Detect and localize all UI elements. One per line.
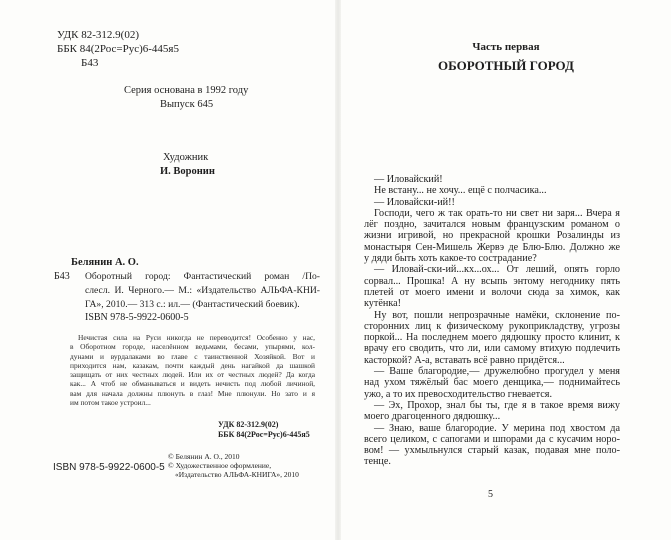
- issue-number: Выпуск 645: [160, 99, 214, 110]
- part-heading: Часть первая: [472, 41, 540, 53]
- text-line: плетей от моего имени и волочи сюда за химок, как: [364, 286, 620, 298]
- text-line: Нечистая сила на Руси никогда не переводится! Особенно у нас,: [78, 333, 315, 342]
- bbk-code: ББК 84(2Рос=Рус)6-445я5: [57, 43, 179, 55]
- copyright-author: © Белянин А. О., 2010: [168, 452, 240, 461]
- udk-code: УДК 82-312.9(02): [57, 29, 140, 41]
- text-line: монастыря Сен-Мишель Жервэ де Блю-Блю. Должно же: [364, 241, 620, 253]
- series-info: Серия основана в 1992 году: [124, 85, 249, 96]
- text-line: им потом такое устроил...: [70, 398, 151, 408]
- text-line: Ну вот, пошли непрозрачные намёки, склонение по-: [374, 309, 620, 321]
- chapter-title: ОБОРОТНЫЙ ГОРОД: [438, 58, 574, 73]
- text-line: как... А чтоб не обманываться и видеть нечисть под любой личиной,: [70, 379, 315, 389]
- text-line: ГА», 2010.— 313 с.: ил.— (Фантастический боевик).: [85, 299, 300, 310]
- text-line: — Эх, Прохор, знал бы ты, где я в такое время вижу: [374, 399, 620, 411]
- copyright-publisher: «Издательство АЛЬФА-КНИГА», 2010: [175, 470, 299, 479]
- text-line: приходится нам, казакам, почти каждый день нагайкой да шашкой: [70, 360, 315, 370]
- biblio-code: Б43: [54, 271, 70, 282]
- chapter-text: [364, 174, 620, 468]
- text-line: слесл. И. Черного.— М.: «Издательство АЛЬФА-КНИ-: [85, 285, 320, 296]
- text-line: сторонних лиц к физическому рукоприкладству, угрозы: [364, 320, 620, 332]
- book-gutter: [335, 0, 341, 540]
- text-line: Оборотный город: Фантастический роман /По-: [85, 271, 320, 282]
- bbk-code-bold: ББК 84(2Рос=Рус)6-445я5: [218, 430, 310, 439]
- text-line: моего драгоценного дядюшку...: [364, 411, 501, 423]
- text-line: лёг поздно, зачитался новым французским романом о: [364, 219, 620, 231]
- text-line: — Иловай-ски-ий...кх...ох... От леший, опять горло: [374, 264, 620, 276]
- text-line: — Ваше благородие,— дружелюбно прогудел у меня: [374, 366, 620, 378]
- text-line: сорвал... Прошка! А ну всыпь энтому негоднику пять: [364, 275, 620, 287]
- text-line: вам для начала должны плюнуть в глаз! Мне плюнули. Но зато и я: [70, 388, 315, 398]
- annotation: [70, 333, 315, 407]
- artist-name: И. Воронин: [160, 166, 215, 177]
- isbn-bottom: ISBN 978-5-9922-0600-5: [53, 462, 165, 473]
- artist-label: Художник: [163, 152, 209, 163]
- text-line: Господи, чего ж так орать-то ни свет ни заря... Вчера я: [374, 207, 620, 219]
- text-line: врачу его сводить, что ли, или самому втихую подлечить: [364, 343, 620, 355]
- text-line: защищать от них честных людей. Или их от честных людей? Да когда: [70, 370, 315, 380]
- udk-code-bold: УДК 82-312.9(02): [218, 420, 279, 429]
- text-line: вом! — ухмыльнулся старый казак, подавая мне поло-: [364, 445, 620, 457]
- author-mark: Б43: [81, 57, 99, 69]
- text-line: у дяди быть хоть какое-то сострадание?: [364, 253, 537, 265]
- bibliographic-record: [85, 270, 320, 312]
- text-line: поркой... На последнем моего дядюшку просто клинит, к: [364, 332, 620, 344]
- author-name: Белянин А. О.: [71, 257, 139, 268]
- text-line: — Иловайский!: [374, 174, 443, 185]
- text-line: тенце.: [364, 456, 391, 468]
- text-line: кутёнка!: [364, 298, 402, 310]
- text-line: жизни игривой, но прекрасной крошки Розалинды из: [364, 230, 620, 242]
- text-line: в Оборотном городе, населённом ведьмами, бесами, упырями, кол-: [70, 342, 315, 352]
- isbn: ISBN 978-5-9922-0600-5: [85, 312, 189, 323]
- text-line: дунами и вурдалаками во главе с таинственной Хозяйкой. Вот и: [70, 351, 315, 361]
- text-line: — Иловайски-ий!!: [374, 196, 455, 208]
- text-line: — Знаю, ваше благородие. У мерина под хвостом да: [374, 422, 620, 434]
- text-line: всего целиком, с сапогами и шпорами да с кусачим норо-: [364, 433, 620, 445]
- text-line: ужо, а то их превосходительство гневается.: [364, 388, 552, 400]
- text-line: Не встану... не хочу... ещё с полчасика...: [374, 185, 547, 197]
- text-line: над ухом тяжёлый бас моего денщика,— поднимайтесь: [364, 377, 620, 389]
- page-number: 5: [488, 489, 493, 500]
- copyright-design: © Художественное оформление,: [168, 461, 272, 470]
- text-line: касторкой? А-а, вставать всё равно придётся...: [364, 354, 565, 366]
